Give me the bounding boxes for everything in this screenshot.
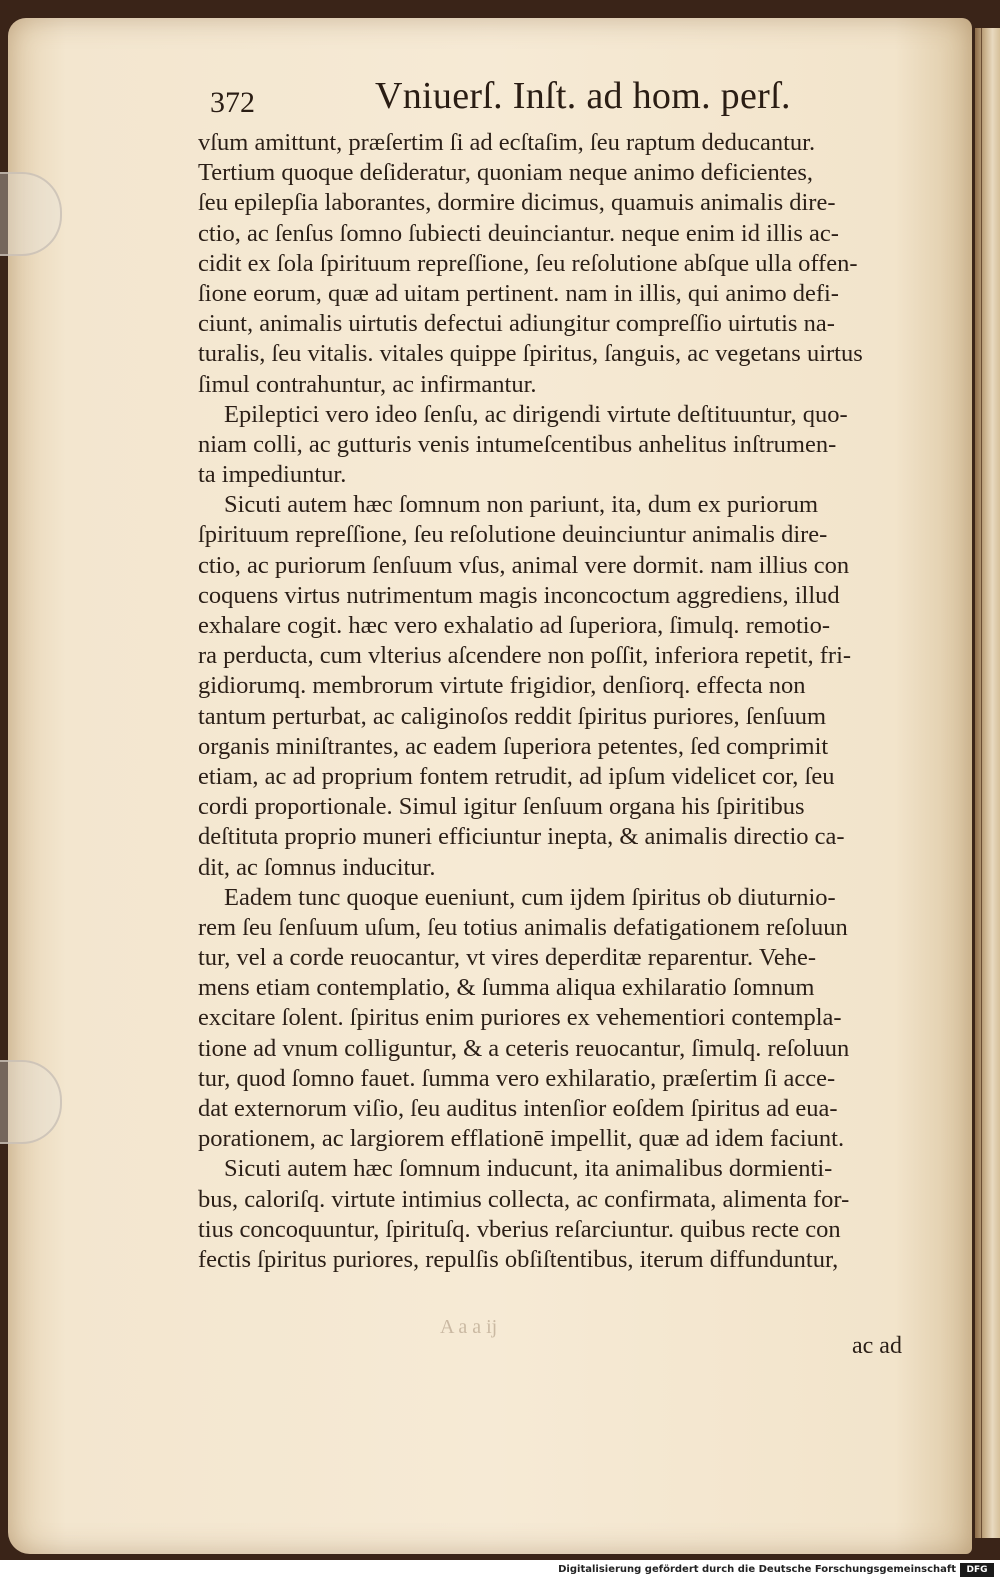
text-line: turalis, ſeu vitalis. vitales quippe ſpiritus, ſanguis, ac vegetans uirtus — [198, 340, 863, 368]
text-line: dat externorum viſio, ſeu auditus intenſior eoſdem ſpiritus ad eua- — [198, 1095, 838, 1122]
text-line: tur, quod ſomno fauet. ſumma vero exhilaratio, præſertim ſi acce- — [198, 1064, 836, 1092]
text-line: dit, ac ſomnus inducitur. — [198, 853, 436, 881]
text-line: Sicuti autem hæc ſomnum non pariunt, ita, dum ex puriorum — [224, 491, 819, 519]
text-line: mens etiam contemplatio, & ſumma aliqua exhilaratio ſomnum — [198, 974, 815, 1002]
page-number: 372 — [210, 86, 255, 119]
text-line: gidiorumq. membrorum virtute frigidior, denſiorq. effecta non — [198, 672, 806, 700]
text-line: rem ſeu ſenſuum uſum, ſeu totius animalis defatigationem reſoluun — [198, 913, 848, 941]
text-line: porationem, ac largiorem efflationē impellit, quæ ad idem faciunt. — [198, 1125, 845, 1153]
text-line: Sicuti autem hæc ſomnum inducunt, ita animalibus dormienti- — [224, 1155, 833, 1183]
text-line: tius concoquuntur, ſpirituſq. vberius reſarciuntur. quibus recte con — [198, 1215, 841, 1243]
text-line: ſione eorum, quæ ad uitam pertinent. nam in illis, qui animo defi- — [198, 279, 839, 307]
text-line: tur, vel a corde reuocantur, vt vires deperditæ reparentur. Vehe- — [198, 944, 817, 972]
text-line: ctio, ac ſenſus ſomno ſubiecti deuinciantur. neque enim id illis ac- — [198, 219, 839, 247]
text-line: etiam, ac ad proprium fontem retrudit, ad ipſum videlicet cor, ſeu — [198, 762, 835, 790]
text-line: cordi proportionale. Simul igitur ſenſuum organa his ſpiritibus — [198, 793, 805, 821]
text-line: niam colli, ac gutturis venis intumeſcentibus anhelitus inſtrumen- — [198, 430, 837, 458]
text-line: tione ad vnum colliguntur, & a ceteris reuocantur, ſimulq. reſoluun — [198, 1034, 850, 1062]
text-line: fectis ſpiritus puriores, repulſis obſiſtentibus, iterum diffunduntur, — [198, 1245, 839, 1273]
text-line: ſeu epilepſia laborantes, dormire dicimus, quamuis animalis dire- — [198, 189, 836, 217]
footer-bar — [0, 1560, 1000, 1581]
text-line: ctio, ac puriorum ſenſuum vſus, animal vere dormit. nam illius con — [198, 551, 850, 579]
text-line: excitare ſolent. ſpiritus enim puriores ex vehementiori contempla- — [198, 1004, 842, 1032]
catchword: ac ad — [852, 1333, 902, 1359]
page-header — [210, 74, 970, 124]
text-line: ciunt, animalis uirtutis defectui adiungitur compreſſio uirtutis na- — [198, 310, 835, 338]
book-edge — [975, 28, 1000, 1538]
text-line: cidit ex ſola ſpirituum repreſſione, ſeu reſolutione abſque ulla offen- — [198, 249, 858, 277]
text-line: Eadem tunc quoque eueniunt, cum ijdem ſpiritus ob diuturnio- — [224, 883, 836, 911]
text-line: bus, caloriſq. virtute intimius collecta, ac confirmata, alimenta for- — [198, 1185, 850, 1213]
text-line: Tertium quoque deſideratur, quoniam neque animo deficientes, — [198, 159, 814, 187]
text-line: exhalare cogit. hæc vero exhalatio ad ſuperiora, ſimulq. remotio- — [198, 612, 831, 639]
footer-credit: Digitalisierung gefördert durch die Deutsche Forschungsgemeinschaft — [558, 1564, 956, 1575]
text-line: Epileptici vero ideo ſenſu, ac dirigendi virtute deſtituuntur, quo- — [224, 400, 848, 428]
text-line: ta impediuntur. — [198, 461, 347, 489]
text-line: deſtituta proprio muneri efficiuntur inepta, & animalis directio ca- — [198, 823, 845, 851]
text-line: coquens virtus nutrimentum magis inconcoctum aggrediens, illud — [198, 581, 840, 609]
running-head: Vniuerſ. Inſt. ad hom. perſ. — [375, 75, 791, 117]
text-line: vſum amittunt, præſertim ſi ad ecſtaſim, ſeu raptum deducantur. — [198, 129, 816, 156]
text-line: ſpirituum repreſſione, ſeu reſolutione deuinciuntur animalis dire- — [198, 521, 828, 549]
text-line: ſimul contrahuntur, ac infirmantur. — [198, 370, 537, 398]
text-line: tantum perturbat, ac caliginoſos reddit ſpiritus puriores, ſenſuum — [198, 702, 827, 730]
body-text — [198, 128, 938, 1275]
text-line: ra perducta, cum vlterius aſcendere non poſſit, inferiora repetit, fri- — [198, 642, 852, 670]
dfg-logo: DFG — [960, 1563, 994, 1577]
signature-mark: A a a ij — [440, 1316, 498, 1338]
text-line: organis miniſtrantes, ac eadem ſuperiora petentes, ſed comprimit — [198, 732, 829, 760]
